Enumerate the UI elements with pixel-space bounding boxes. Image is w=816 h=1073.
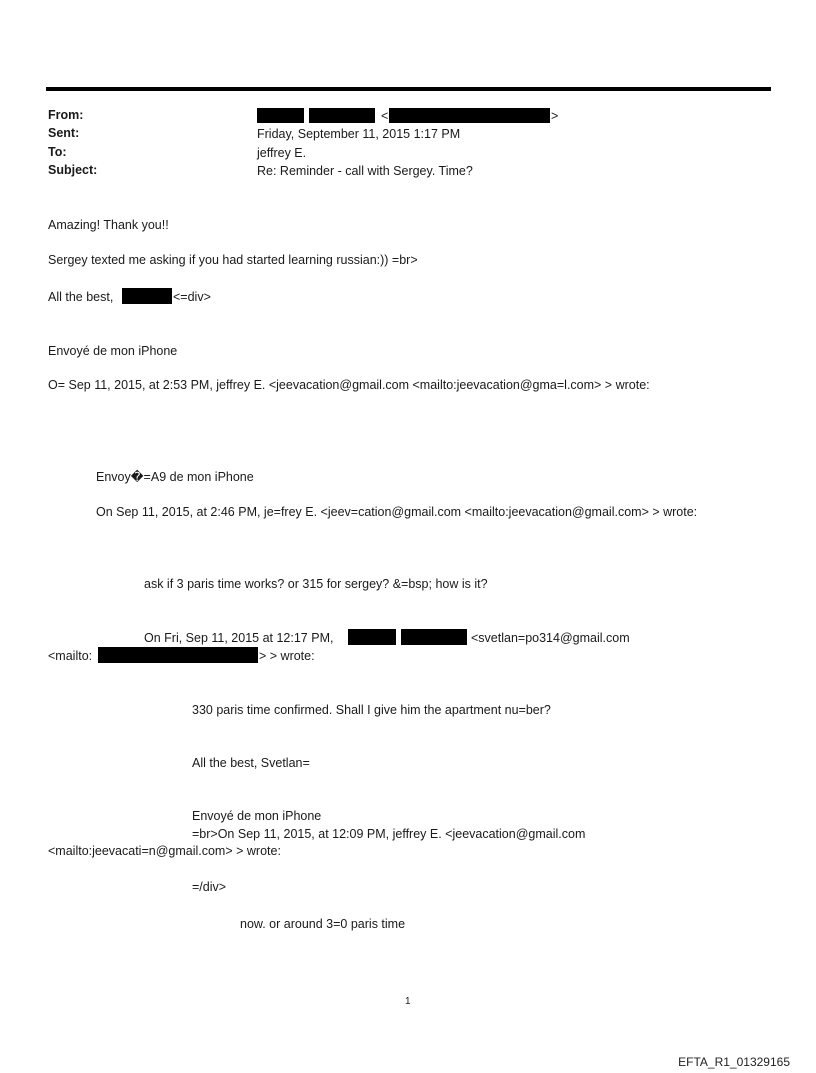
from-lt: < [381,109,389,123]
body-line: =/div> [192,880,227,894]
body-line: now. or around 3=0 paris time [240,917,406,931]
from-label: From: [48,108,84,122]
body-line: Envoyé de mon iPhone [192,809,322,823]
body-line: All the best, Svetlan= [192,756,310,770]
redaction-box [257,108,304,123]
from-gt: > [551,109,559,123]
body-line: <mailto: [48,649,93,663]
redaction-box [309,108,375,123]
body-line: ask if 3 paris time works? or 315 for sergey? &=bsp; how is it? [144,577,488,591]
subject-label: Subject: [48,163,98,177]
body-line: Envoyé de mon iPhone [48,344,178,358]
subject-value: Re: Reminder - call with Sergey. Time? [257,164,473,178]
to-value: jeffrey E. [257,146,307,160]
sent-label: Sent: [48,126,80,140]
sent-value: Friday, September 11, 2015 1:17 PM [257,127,461,141]
body-line: On Fri, Sep 11, 2015 at 12:17 PM, [144,631,334,645]
body-line: <svetlan=po314@gmail.com [471,631,630,645]
redaction-box [401,629,467,645]
body-line: All the best, [48,290,114,304]
body-line: O= Sep 11, 2015, at 2:53 PM, jeffrey E. <jeevacation@gmail.com <mailto:jeevacation@gma=l.com> > wrote: [48,378,650,392]
redaction-box [389,108,550,123]
body-line: =br>On Sep 11, 2015, at 12:09 PM, jeffrey E. <jeevacation@gmail.com [192,827,586,841]
body-line: <=div> [173,290,211,304]
body-line: <mailto:jeevacati=n@gmail.com> > wrote: [48,844,281,858]
redaction-box [348,629,396,645]
body-line: Envoy�=A9 de mon iPhone [96,470,254,484]
page-number: 1 [405,996,411,1007]
body-line: 330 paris time confirmed. Shall I give him the apartment nu=ber? [192,703,551,717]
header-rule [46,87,771,91]
redaction-box [122,288,172,304]
body-line: > > wrote: [259,649,315,663]
redaction-box [98,647,258,663]
body-line: Sergey texted me asking if you had started learning russian:)) =br> [48,253,418,267]
body-line: On Sep 11, 2015, at 2:46 PM, je=frey E. <jeev=cation@gmail.com <mailto:jeevacation@gmail.com> > wrote: [96,505,698,519]
to-label: To: [48,145,67,159]
body-line: Amazing! Thank you!! [48,218,169,232]
document-id: EFTA_R1_01329165 [678,1055,790,1069]
